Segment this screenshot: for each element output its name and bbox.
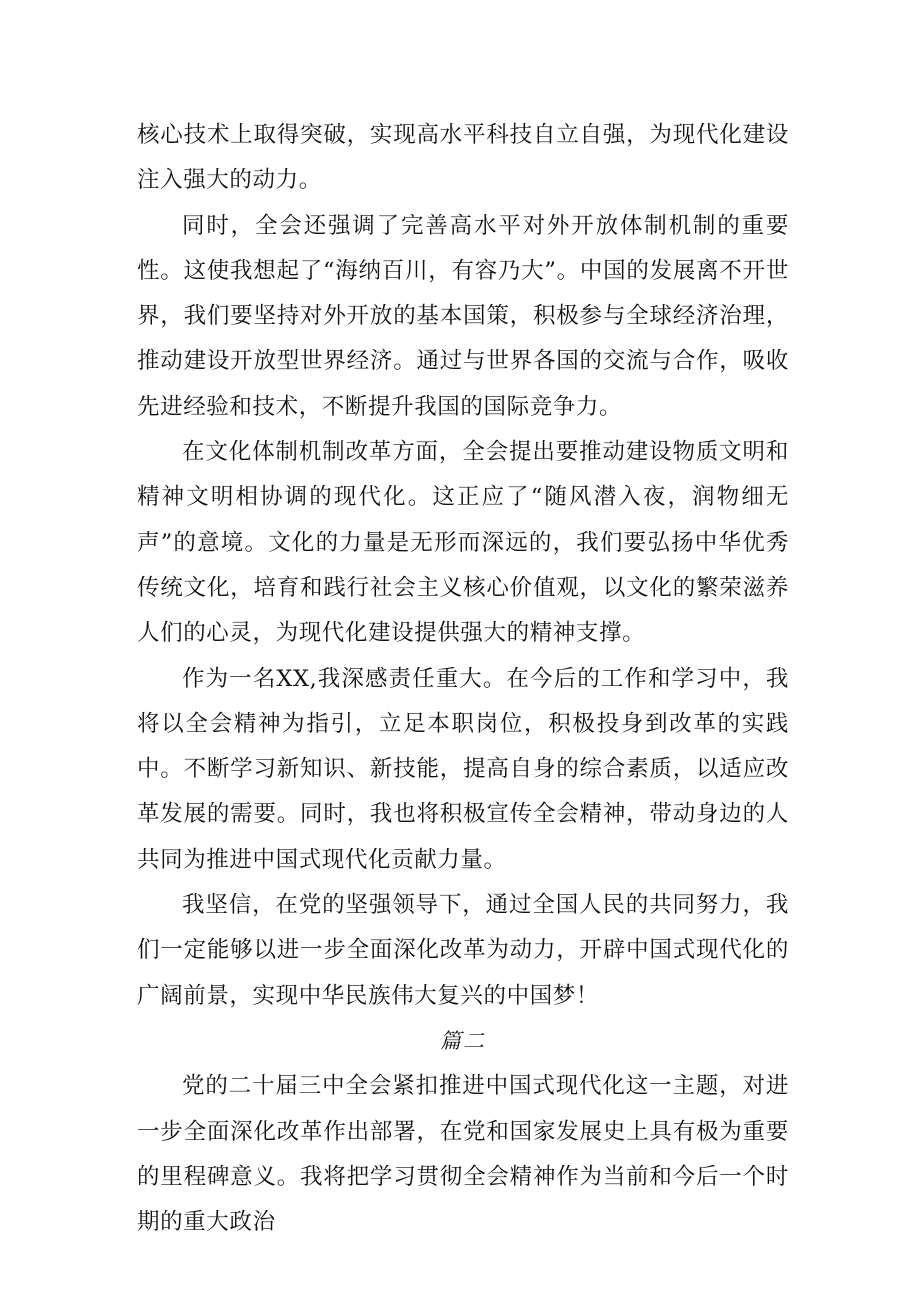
section-heading: 篇二 bbox=[440, 1028, 486, 1053]
paragraph-4: 作为一名XX,我深感责任重大。在今后的工作和学习中，我将以全会精神为指引，立足本职岗位，积极投身到改革的实践中。不断学习新知识、新技能，提高自身的综合素质，以适应改革发展的需要。同时，我也将积极宣传全会精神，带动身边的人共同为推进中国式现代化贡献力量。 bbox=[137, 665, 789, 873]
paragraph-2: 同时，全会还强调了完善高水平对外开放体制机制的重要性。这使我想起了“海纳百川，有容乃大”。中国的发展离不开世界，我们要坚持对外开放的基本国策，积极参与全球经济治理，推动建设开放型世界经济。通过与世界各国的交流与合作，吸收先进经验和技术，不断提升我国的国际竞争力。 bbox=[137, 212, 789, 420]
paragraph-1: 核心技术上取得突破，实现高水平科技自立自强，为现代化建设注入强大的动力。 bbox=[137, 122, 789, 194]
section-paragraph-1: 党的二十届三中全会紧扣推进中国式现代化这一主题，对进一步全面深化改革作出部署，在党和国家发展史上具有极为重要的里程碑意义。我将把学习贯彻全会精神作为当前和今后一个时期的重大政治 bbox=[137, 1073, 789, 1236]
document-page bbox=[137, 113, 789, 1245]
paragraph-3: 在文化体制机制改革方面，全会提出要推动建设物质文明和精神文明相协调的现代化。这正应了“随风潜入夜，润物细无声”的意境。文化的力量是无形而深远的，我们要弘扬中华优秀传统文化，培育和践行社会主义核心价值观，以文化的繁荣滋养人们的心灵，为现代化建设提供强大的精神支撑。 bbox=[137, 439, 789, 647]
paragraph-5: 我坚信，在党的坚强领导下，通过全国人民的共同努力，我们一定能够以进一步全面深化改革为动力，开辟中国式现代化的广阔前景，实现中华民族伟大复兴的中国梦！ bbox=[137, 892, 789, 1009]
